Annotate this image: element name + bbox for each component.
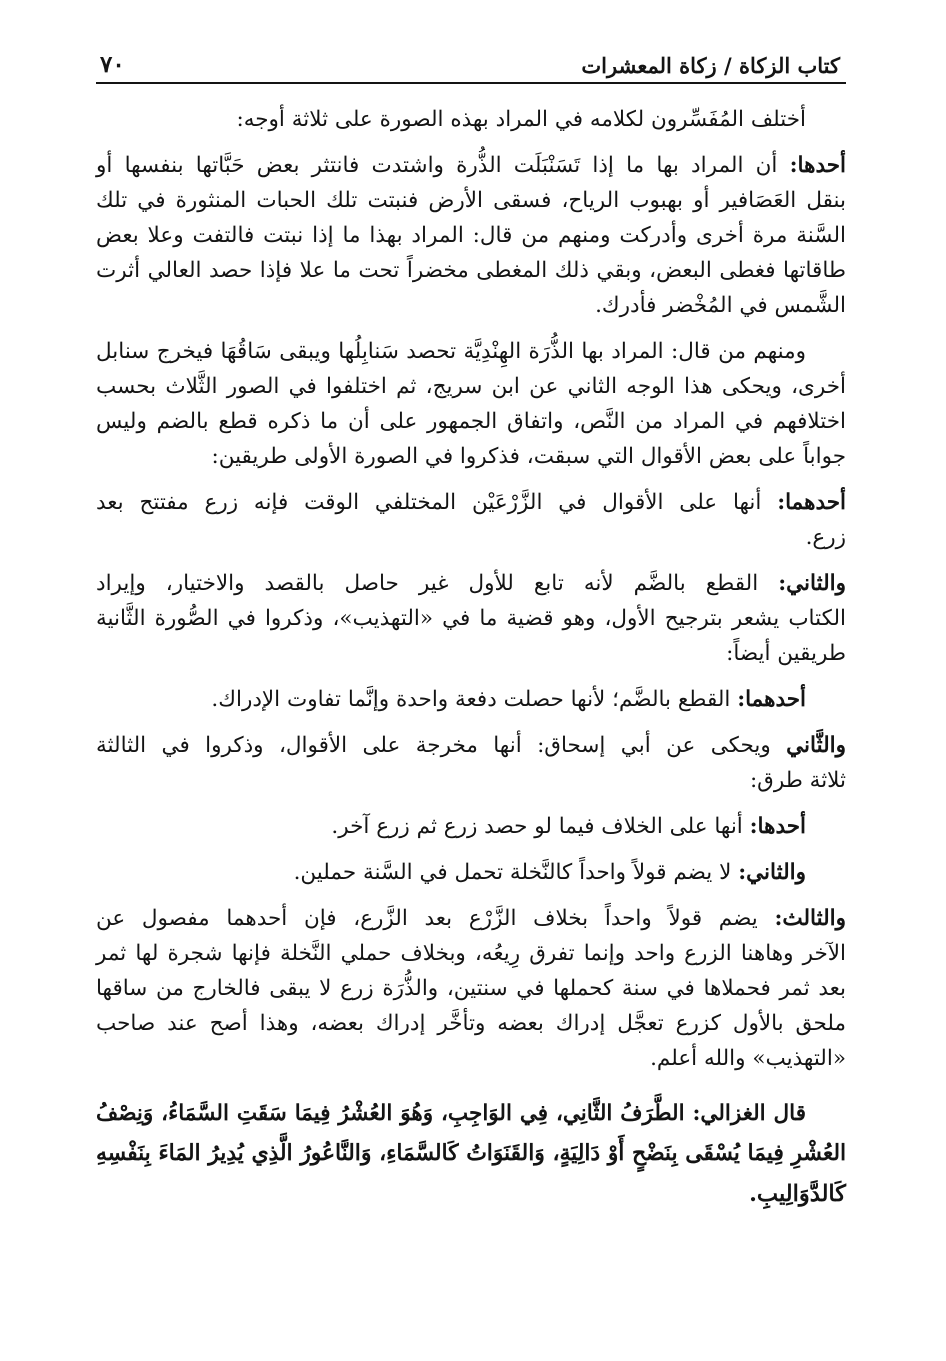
page-body bbox=[96, 102, 846, 1214]
page-header bbox=[96, 40, 846, 84]
text-line: والثاني: القطع بالضَّم لأنه تابع للأول غير حاصل بالقصد والاختيار، وإيراد bbox=[96, 571, 846, 596]
text-line: زرع. bbox=[805, 525, 846, 550]
quotation-line: العُشْرِ فِيمَا يُسْقَى بِنَضْحٍ أَوْ دَالِيَةٍ، وَالقَنَوَاتُ كَالسَّمَاءِ، وَالنَّاعُورُ الَّذِي يُدِيرُ المَاءَ بِنَفْسِهِ bbox=[96, 1141, 846, 1166]
text-line: ثلاثة طرق: bbox=[749, 768, 846, 793]
text-line: والثاني: لا يضم قولاً واحداً كالنَّخلة تحمل في السَّنة حملين. bbox=[293, 860, 806, 885]
text-line: طريقين أيضاً: bbox=[726, 641, 846, 666]
section-keyword: أحدهما: bbox=[777, 490, 846, 515]
text-line: طاقاتها فغطى البعض، وبقي ذلك المغطى مخضراً تحت ما علا فإذا حصد العالي أثرت bbox=[96, 258, 846, 283]
section-keyword: والثالث: bbox=[774, 906, 846, 931]
text-line: أختلف المُفَسِّرون لكلامه في المراد بهذه الصورة على ثلاثة أوجه: bbox=[236, 107, 806, 132]
text-line: بعد ثمر فحملاها في سنة كحملها في سنتين، والذُّرَة زرع لا يبقى فالخارج من ساقها bbox=[96, 976, 846, 1001]
text-line: أحدهما: القطع بالضَّم؛ لأنها حصلت دفعة واحدة وإنَّما تفاوت الإدراك. bbox=[211, 687, 806, 712]
text-line: أحدها: أن المراد بها ما إذا تَسَنْبَلَت الذُّرة واشتدت فانتثر بعض حَبَّاتها بنفسها أو bbox=[96, 153, 846, 178]
text-line: والثالث: يضم قولاً واحداً بخلاف الزَّرْع بعد الزَّرع، فإن أحدهما مفصول عن bbox=[96, 906, 846, 931]
text-line: الكتاب يشعر بترجيح الأول، وهو قضية ما في «التهذيب»، وذكروا في الصُّورة الثَّانية bbox=[96, 606, 846, 631]
section-keyword: أحدها: bbox=[789, 153, 846, 178]
section-keyword: والثاني: bbox=[778, 571, 846, 596]
text-line: أخرى، ويحكى هذا الوجه الثاني عن ابن سريج، ثم اختلفوا في الصور الثَّلاث بحسب bbox=[96, 374, 846, 399]
text-line: أحدهما: أنها على الأقوال في الزَّرْعَيْن المختلفي الوقت فإنه زرع مفتتح بعد bbox=[96, 490, 846, 515]
text-line: «التهذيب» والله أعلم. bbox=[650, 1046, 846, 1071]
text-line: السَّنة مرة أخرى وأدركت ومنهم من قال: المراد بهذا ما إذا نبتت فالتفت وعلا بعض bbox=[96, 223, 846, 248]
section-keyword: أحدها: bbox=[749, 814, 806, 839]
text-line: الشَّمس في المُخْضر فأدرك. bbox=[595, 293, 846, 318]
text-line: جواباً على بعض الأقوال التي سبقت، فذكروا في الصورة الأولى طريقين: bbox=[211, 444, 846, 469]
section-keyword: والثَّاني bbox=[786, 733, 846, 758]
section-keyword: أحدهما: bbox=[737, 687, 806, 712]
text-line: الآخر وهاهنا الزرع واحد وإنما تفرق رِيعُه، وبخلاف حملي النَّخلة فإنها شجرة لها ثمر bbox=[96, 941, 846, 966]
running-title: كتاب الزكاة / زكاة المعشرات bbox=[581, 53, 840, 78]
text-line: والثَّاني ويحكى عن أبي إسحاق: أنها مخرجة على الأقوال، وذكروا في الثالثة bbox=[96, 733, 846, 758]
text-line: ملحق بالأول كزرع تعجَّل إدراك بعضه وتأخَّر إدراك بعضه، وهذا أصح عند صاحب bbox=[96, 1011, 846, 1036]
text-line: أحدها: أنها على الخلاف فيما لو حصد زرع ثم زرع آخر. bbox=[331, 814, 806, 839]
text-line: بنقل العَصَافير أو بهبوب الرياح، فسقى الأرض فنبتت تلك الحبات المنثورة في تلك bbox=[96, 188, 846, 213]
text-line: ومنهم من قال: المراد بها الذُّرَة الهِنْدِيَّة تحصد سَنابِلُها ويبقى سَاقُهَا فيخرج سنابل bbox=[96, 339, 806, 364]
quotation-line: قال الغزالي: الطَّرَفُ الثَّانِي، فِي الوَاجِبِ، وَهُوَ العُشْرُ فِيمَا سَقَتِ السَّمَاءُ، وَنِصْفُ bbox=[96, 1101, 806, 1126]
quotation-line: كَالدَّوَالِيبِ. bbox=[749, 1181, 846, 1207]
text-line: اختلافهم في المراد من النَّص، واتفاق الجمهور على أن ما ذكره قطع بالضم وليس bbox=[96, 409, 846, 434]
section-keyword: والثاني: bbox=[738, 860, 806, 885]
page-number: ٧٠ bbox=[100, 51, 125, 78]
